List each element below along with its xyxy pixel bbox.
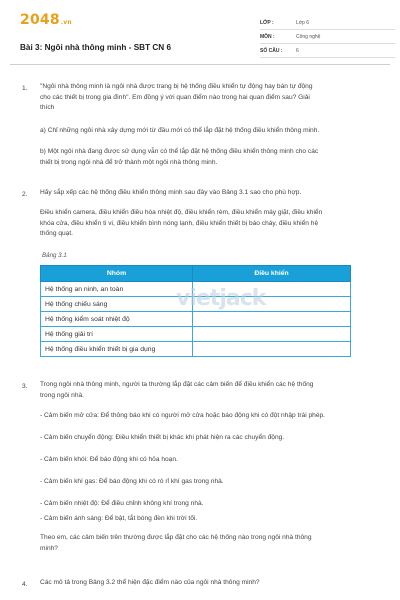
table-cell-group: Hệ thống an ninh, an toàn bbox=[41, 282, 193, 297]
meta-key: MÔN : bbox=[260, 34, 275, 40]
table-cell-group: Hệ thống kiểm soát nhiệt độ bbox=[41, 312, 193, 327]
table-row bbox=[41, 327, 351, 342]
sensor-item: - Cảm biến khí gas: Để báo động khi có rò rỉ khí gas trong nhà. bbox=[40, 478, 224, 485]
question-3-outro bbox=[40, 533, 385, 554]
table-cell-group: Hệ thống giải trí bbox=[41, 327, 193, 342]
question-1-number: 1. bbox=[22, 85, 28, 92]
option-b-line-2: thiết bị trong ngôi nhà để trở thành một ngôi nhà thông minh. bbox=[40, 158, 218, 166]
intro-line-2: trong ngôi nhà. bbox=[40, 391, 84, 399]
question-1-option-b bbox=[40, 147, 385, 168]
classification-table bbox=[40, 265, 351, 357]
items-line-2: khóa cửa, điều khiển ti vi, điều khiển bình nóng lạnh, điều khiển thiết bị báo cháy, điều khiển hệ bbox=[40, 219, 319, 227]
question-1-line-3: thích bbox=[40, 104, 55, 112]
meta-row-class bbox=[260, 16, 395, 30]
sensor-item: - Cảm biến ánh sáng: Để bật, tắt bóng đèn khi trời tối. bbox=[40, 515, 198, 522]
table-cell-answer bbox=[193, 312, 351, 327]
site-logo[interactable] bbox=[20, 12, 72, 28]
sensor-item: - Cảm biến mở cửa: Để thông báo khi có người mở cửa hoặc báo động khi có đột nhập trái phép. bbox=[40, 412, 325, 419]
page-header bbox=[10, 10, 390, 58]
question-1-option-a: a) Chỉ những ngôi nhà xây dựng mới từ đầu mới có thể lắp đặt hệ thống điều khiển thông minh. bbox=[40, 127, 320, 134]
items-line-3: thống quạt. bbox=[40, 230, 73, 238]
meta-info bbox=[260, 16, 395, 58]
sensor-item: - Cảm biến khói: Để báo động khi có hỏa hoạn. bbox=[40, 456, 178, 463]
question-2-items bbox=[40, 208, 385, 240]
question-3-intro bbox=[40, 380, 385, 401]
page-title: Bài 3: Ngôi nhà thông minh - SBT CN 6 bbox=[20, 43, 172, 52]
column-header-control: Điều khiển bbox=[193, 266, 351, 282]
table-cell-group: Hệ thống chiếu sáng bbox=[41, 297, 193, 312]
sensor-item: - Cảm biến nhiệt độ: Để điều chỉnh không khí trong nhà. bbox=[40, 500, 204, 507]
table-row bbox=[41, 342, 351, 357]
meta-value: Công nghệ bbox=[296, 34, 321, 40]
meta-key: SỐ CÂU : bbox=[260, 48, 283, 54]
header-divider bbox=[10, 64, 390, 65]
sensor-item: - Cảm biến chuyển động: Điều khiển thiết bị khác khi phát hiện ra các chuyển động. bbox=[40, 434, 285, 441]
question-2-text: Hãy sắp xếp các hệ thống điều khiển thông minh sau đây vào Bảng 3.1 sao cho phù hợp. bbox=[40, 189, 302, 196]
table-row bbox=[41, 312, 351, 327]
table-cell-answer bbox=[193, 342, 351, 357]
logo-suffix: .vn bbox=[60, 19, 72, 26]
question-4-text: Các mô tả trong Bảng 3.2 thể hiện đặc điểm nào của ngôi nhà thông minh? bbox=[40, 579, 260, 586]
meta-row-count bbox=[260, 44, 395, 58]
question-2-number: 2. bbox=[22, 191, 28, 198]
meta-value: Lớp 6 bbox=[296, 20, 310, 26]
meta-key: LỚP : bbox=[260, 20, 274, 26]
table-cell-answer bbox=[193, 327, 351, 342]
items-line-1: Điều khiển camera, điều khiển điều hòa nhiệt độ, điều khiển rèm, điều khiển máy giặt, điều khiển bbox=[40, 209, 323, 216]
outro-line-1: Theo em, các cảm biến trên thường được lắp đặt cho các hệ thống nào trong ngôi nhà thông bbox=[40, 534, 312, 541]
table-header-row bbox=[41, 266, 351, 282]
question-1-line-2: cho các thiết bị trong gia đình". Em đồng ý với quan điểm nào trong hai quan điểm sau? Giải bbox=[40, 93, 310, 101]
table-cell-group: Hệ thống điều khiển thiết bị gia dụng bbox=[41, 342, 193, 357]
question-3-number: 3. bbox=[22, 383, 28, 390]
option-b-line-1: b) Một ngôi nhà đang được sử dụng vẫn có thể lắp đặt hệ thống điều khiển thông minh cho các bbox=[40, 148, 319, 155]
intro-line-1: Trong ngôi nhà thông minh, người ta thường lắp đặt các cảm biến để điều khiển các hệ thống bbox=[40, 381, 314, 388]
meta-row-subject bbox=[260, 30, 395, 44]
column-header-group: Nhóm bbox=[41, 266, 193, 282]
meta-value: 6 bbox=[296, 48, 299, 54]
logo-text: 2048 bbox=[20, 12, 60, 28]
question-1-text bbox=[40, 82, 385, 114]
outro-line-2: minh? bbox=[40, 544, 58, 552]
question-1-line-1: "Ngôi nhà thông minh là ngôi nhà được trang bị hệ thống điều khiển tự động hay bán tự động bbox=[40, 83, 313, 90]
watermark: vietjack bbox=[176, 286, 266, 311]
question-4-number: 4. bbox=[22, 581, 28, 588]
table-caption: Bảng 3.1 bbox=[42, 252, 67, 259]
